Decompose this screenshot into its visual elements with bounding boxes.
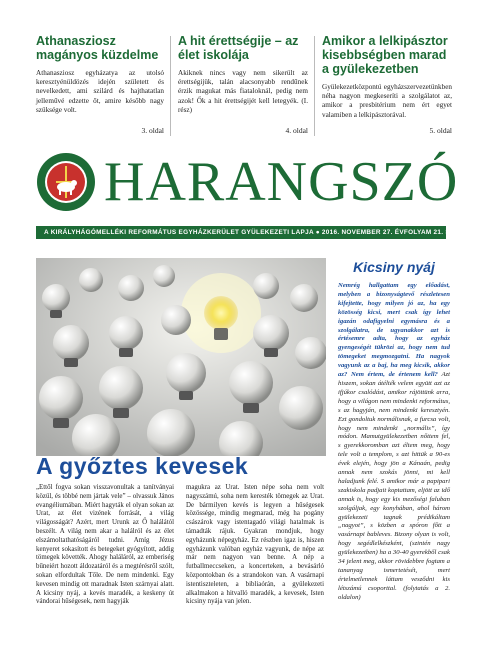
- teaser-athanasziosz[interactable]: [36, 34, 164, 135]
- main-article-column-1: „Ettől fogva sokan visszavonultak a tanítványai közül, és többé nem jártak vele” – olvassuk János evangéliumában. Miért hagyták el olyan sokan az Urat, az élet vizének forrását, a világ világosságát? Azért, mert Urunk az Ő halálától beszélt. A világ nem akar a halálról és az élet elszámoltathatóságáról tudni. Amíg Jézus kenyeret sokasított és betegeket gyógyított, addig tömegek követték. Ahogy haláláról, az emberiség bűneiért hozott áldozatáról és a megtérésről szólt, sokan elfordultak Tőle. De nem mindenki. Egy kevesen mindig ott maradnak Isten szárnyai alatt. A kicsiny nyáj, a kevés maradék, a keskeny út vándorai hűségesek, nem hagyják: [36, 484, 174, 606]
- light-bulbs-photo: [36, 258, 326, 456]
- side-article-title: Kicsiny nyáj: [353, 259, 435, 275]
- issue-info-strip: A KIRÁLYHÁGÓMELLÉKI REFORMÁTUS EGYHÁZKERÜLET GYÜLEKEZETI LAPJA ● 2016. NOVEMBER 27. ÉVFOLYAM 21. SZÁM: [36, 226, 446, 239]
- main-article-column-2: magukra az Urat. Isten népe soha nem volt nagyszámú, soha nem keresték tömegek az Urat. De bármilyen kevés is legyen a hűségesek közössége, mindig megmarad, még ha pogány császárok vagy istentagadó világi hatalmak is támadták rájuk. Gyakran mondjuk, hogy egyházunk népegyház. Ez részben igaz is, hiszen egyházunk valóban egyház vagyunk, de népe az már nem nagyon van benne. A nép a futballmeccseken, a koncerteken, a bevásárló központokban és a strandokon van. A vasárnapi istentiszteleten, a bibliaórán, a gyülekezeti alkalmakon a hitvalló maradék, a kevesek, Isten kicsiny nyája van jelen.: [186, 484, 324, 606]
- teaser-page-ref: 5. oldal: [429, 126, 452, 135]
- teaser-title: Amikor a lelkipásztor kisebbségben marad a gyülekezetben: [322, 34, 448, 76]
- teaser-text: Akiknek nincs vagy nem sikerült az érettségijük, talán alacsonyabb rendűnek érzik magukat más fiataloknál, pedig nem azok! Ők a hit érettségijét kell letegyék. (I. rész): [178, 69, 308, 114]
- side-article-text: [338, 282, 450, 603]
- side-article: [338, 258, 450, 603]
- teaser-page-ref: 3. oldal: [141, 126, 164, 135]
- teaser-row: [0, 0, 480, 150]
- side-article-body: Azt hiszem, sokan átélték velem együtt azt az ifjúkor csalódást, amikor rájöttünk arra, hogy a világon nem mindenki református, s az hagyján, nem mindenki keresztyén. Ezt gondoltuk normálisnak, a furcsa volt, hogy nem mindenki „normális”, így módon. Mamutgyülekezetben nőttem fel, s gyerekkoromban azt éltem meg, hogy tele volt a templom, s azt hittük a 90-es évek elején, hogy jön a Kánaán, pedig annak nem szokás jönni, mi kell haladjunk felé. S amikor már a papipari szakiskola padjait koptattam, eljött az idő annak is, hogy egy kis mezőségi faluban szolgáljak, egy konyhában, ahol három gyülekezeti tagnak prédikáltam „nagyot”, s közben a spóron főtt a vasárnapi bableves. Bizony olyan is volt, hogy segédlelkészként, (szintén nagy gyülekezetben) ha a 30-40 gyerekből csak 34 jelent meg, akkor rövidebbre fogtam a tananyag ismertetését, mert értelmetlennek láttam vesződni kis létszámú csoporttal. (folytatás a 2. oldalon): [338, 371, 450, 601]
- main-headline: A győztes kevesek: [36, 453, 249, 479]
- teaser-text: Athanasziosz egyházatya az utolsó keresztyénüldözés idején született és nevelkedett, ami szilárd és hajthatatlan jelleművé edzette őt, amire később nagy szüksége volt.: [36, 69, 164, 114]
- masthead-title: HARANGSZÓ: [104, 151, 459, 213]
- teaser-hit-erettsegije[interactable]: [178, 34, 308, 135]
- teaser-text: Gyülekezetközpontú egyházszervezetünkben néha nagyon megkeseríti a szolgálatot az, amikor a presbitérium nem ért egyet valamiben a lelkipásztorával.: [322, 83, 452, 119]
- teaser-page-ref: 4. oldal: [285, 126, 308, 135]
- church-seal-logo: [36, 152, 96, 212]
- side-article-lead: Nemrég hallgattam egy előadást, melyben a bizonyságtevő részletesen kifejtette, hogy milyen jó az, ha egy közösség kicsi, mert csak így lehet igazán odafigyelni egymásra és a szolgálatra, de ugyanakkor azt is értésemre adta, hogy az egyház gyengeségét tükrözi az, hogy nem tud tömegeket megmozgatni. Ha nagyok vagyunk az a baj, ha meg kicsik, akkor az? Nem értem, de értenem kell?: [338, 282, 450, 379]
- teaser-title: Athanasziosz magányos küzdelme: [36, 34, 159, 62]
- column-divider: [170, 36, 171, 136]
- teaser-lelkipasztor[interactable]: [322, 34, 452, 135]
- teaser-title: A hit érettségije – az élet iskolája: [178, 34, 299, 62]
- column-divider: [314, 36, 315, 136]
